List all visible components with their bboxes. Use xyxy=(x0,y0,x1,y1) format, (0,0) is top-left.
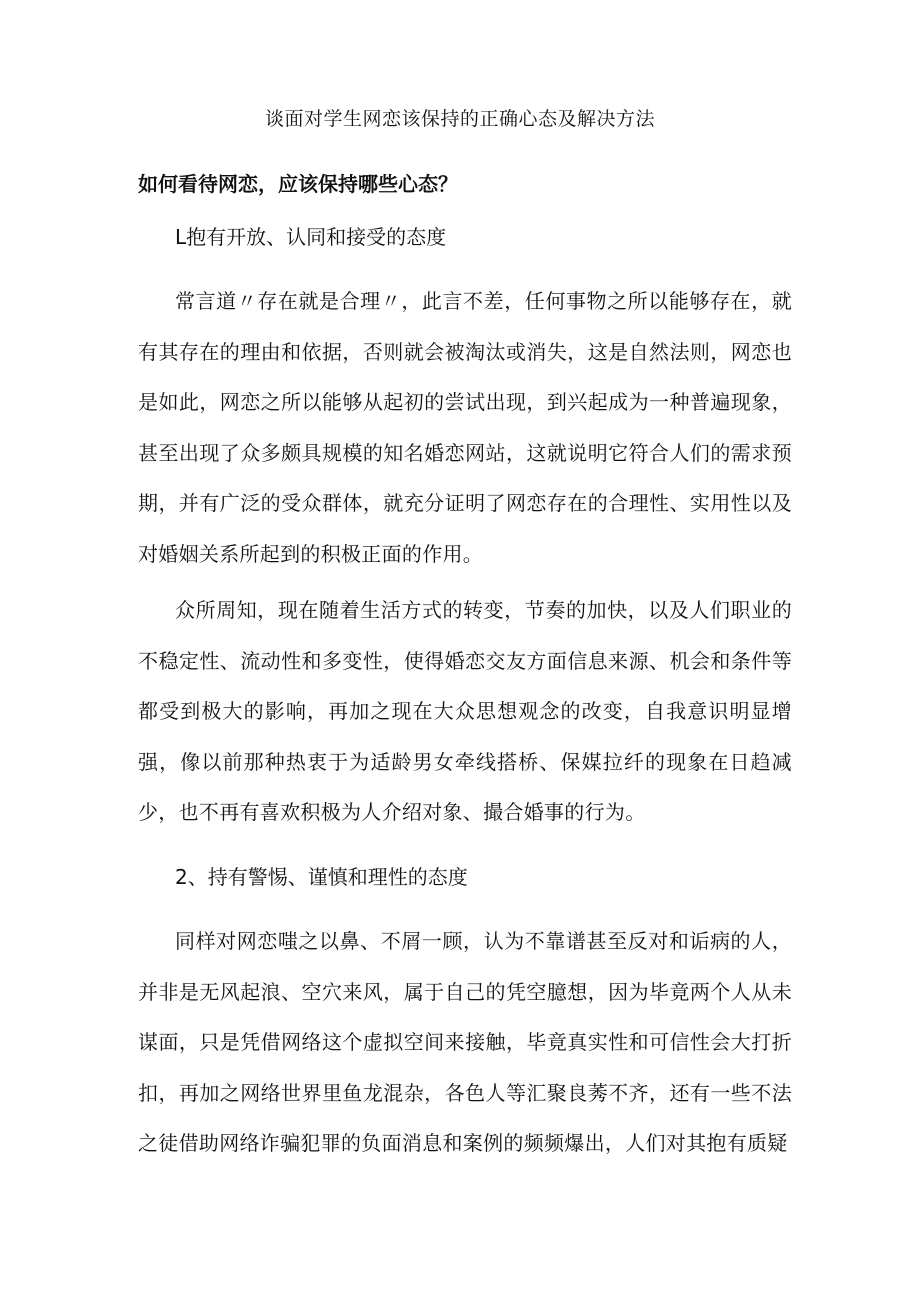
document-title: 谈面对学生网恋该保持的正确心态及解决方法 xyxy=(264,108,655,130)
paragraph-2: 众所周知，现在随着生活方式的转变，节奏的加快，以及人们职业的不稳定性、流动性和多变性，使得婚恋交友方面信息来源、机会和条件等都受到极大的影响，再加之现在大众思想观念的改变，自我意识明显增强，像以前那种热衷于为适龄男女牵线搭桥、保媒拉纤的现象在日趋减少，也不再有喜欢积极为人介绍对象、撮合婚事的行为。 xyxy=(138,598,792,825)
paragraph-3: 同样对网恋嗤之以鼻、不屑一顾，认为不靠谱甚至反对和诟病的人，并非是无风起浪、空穴来风，属于自己的凭空臆想，因为毕竟两个人从未谋面，只是凭借网络这个虚拟空间来接触，毕竟真实性和可信性会大打折扣，再加之网络世界里鱼龙混杂，各色人等汇聚良莠不齐，还有一些不法之徒借助网络诈骗犯罪的负面消息和案例的频频爆出，人们对其抱有质疑 xyxy=(138,929,792,1156)
section-heading-1: L抱有开放、认同和接受的态度 xyxy=(175,225,447,249)
section-heading-2: 2、持有警惕、谨慎和理性的态度 xyxy=(175,865,468,889)
section-question-heading: 如何看待网恋，应该保持哪些心态？ xyxy=(138,172,458,196)
paragraph-1: 常言道〃存在就是合理〃，此言不差，任何事物之所以能够存在，就有其存在的理由和依据，否则就会被淘汰或消失，这是自然法则，网恋也是如此，网恋之所以能够从起初的尝试出现，到兴起成为一种普遍现象，甚至出现了众多颇具规模的知名婚恋网站，这就说明它符合人们的需求预期，并有广泛的受众群体，就充分证明了网恋存在的合理性、实用性以及对婚姻关系所起到的积极正面的作用。 xyxy=(138,289,792,566)
